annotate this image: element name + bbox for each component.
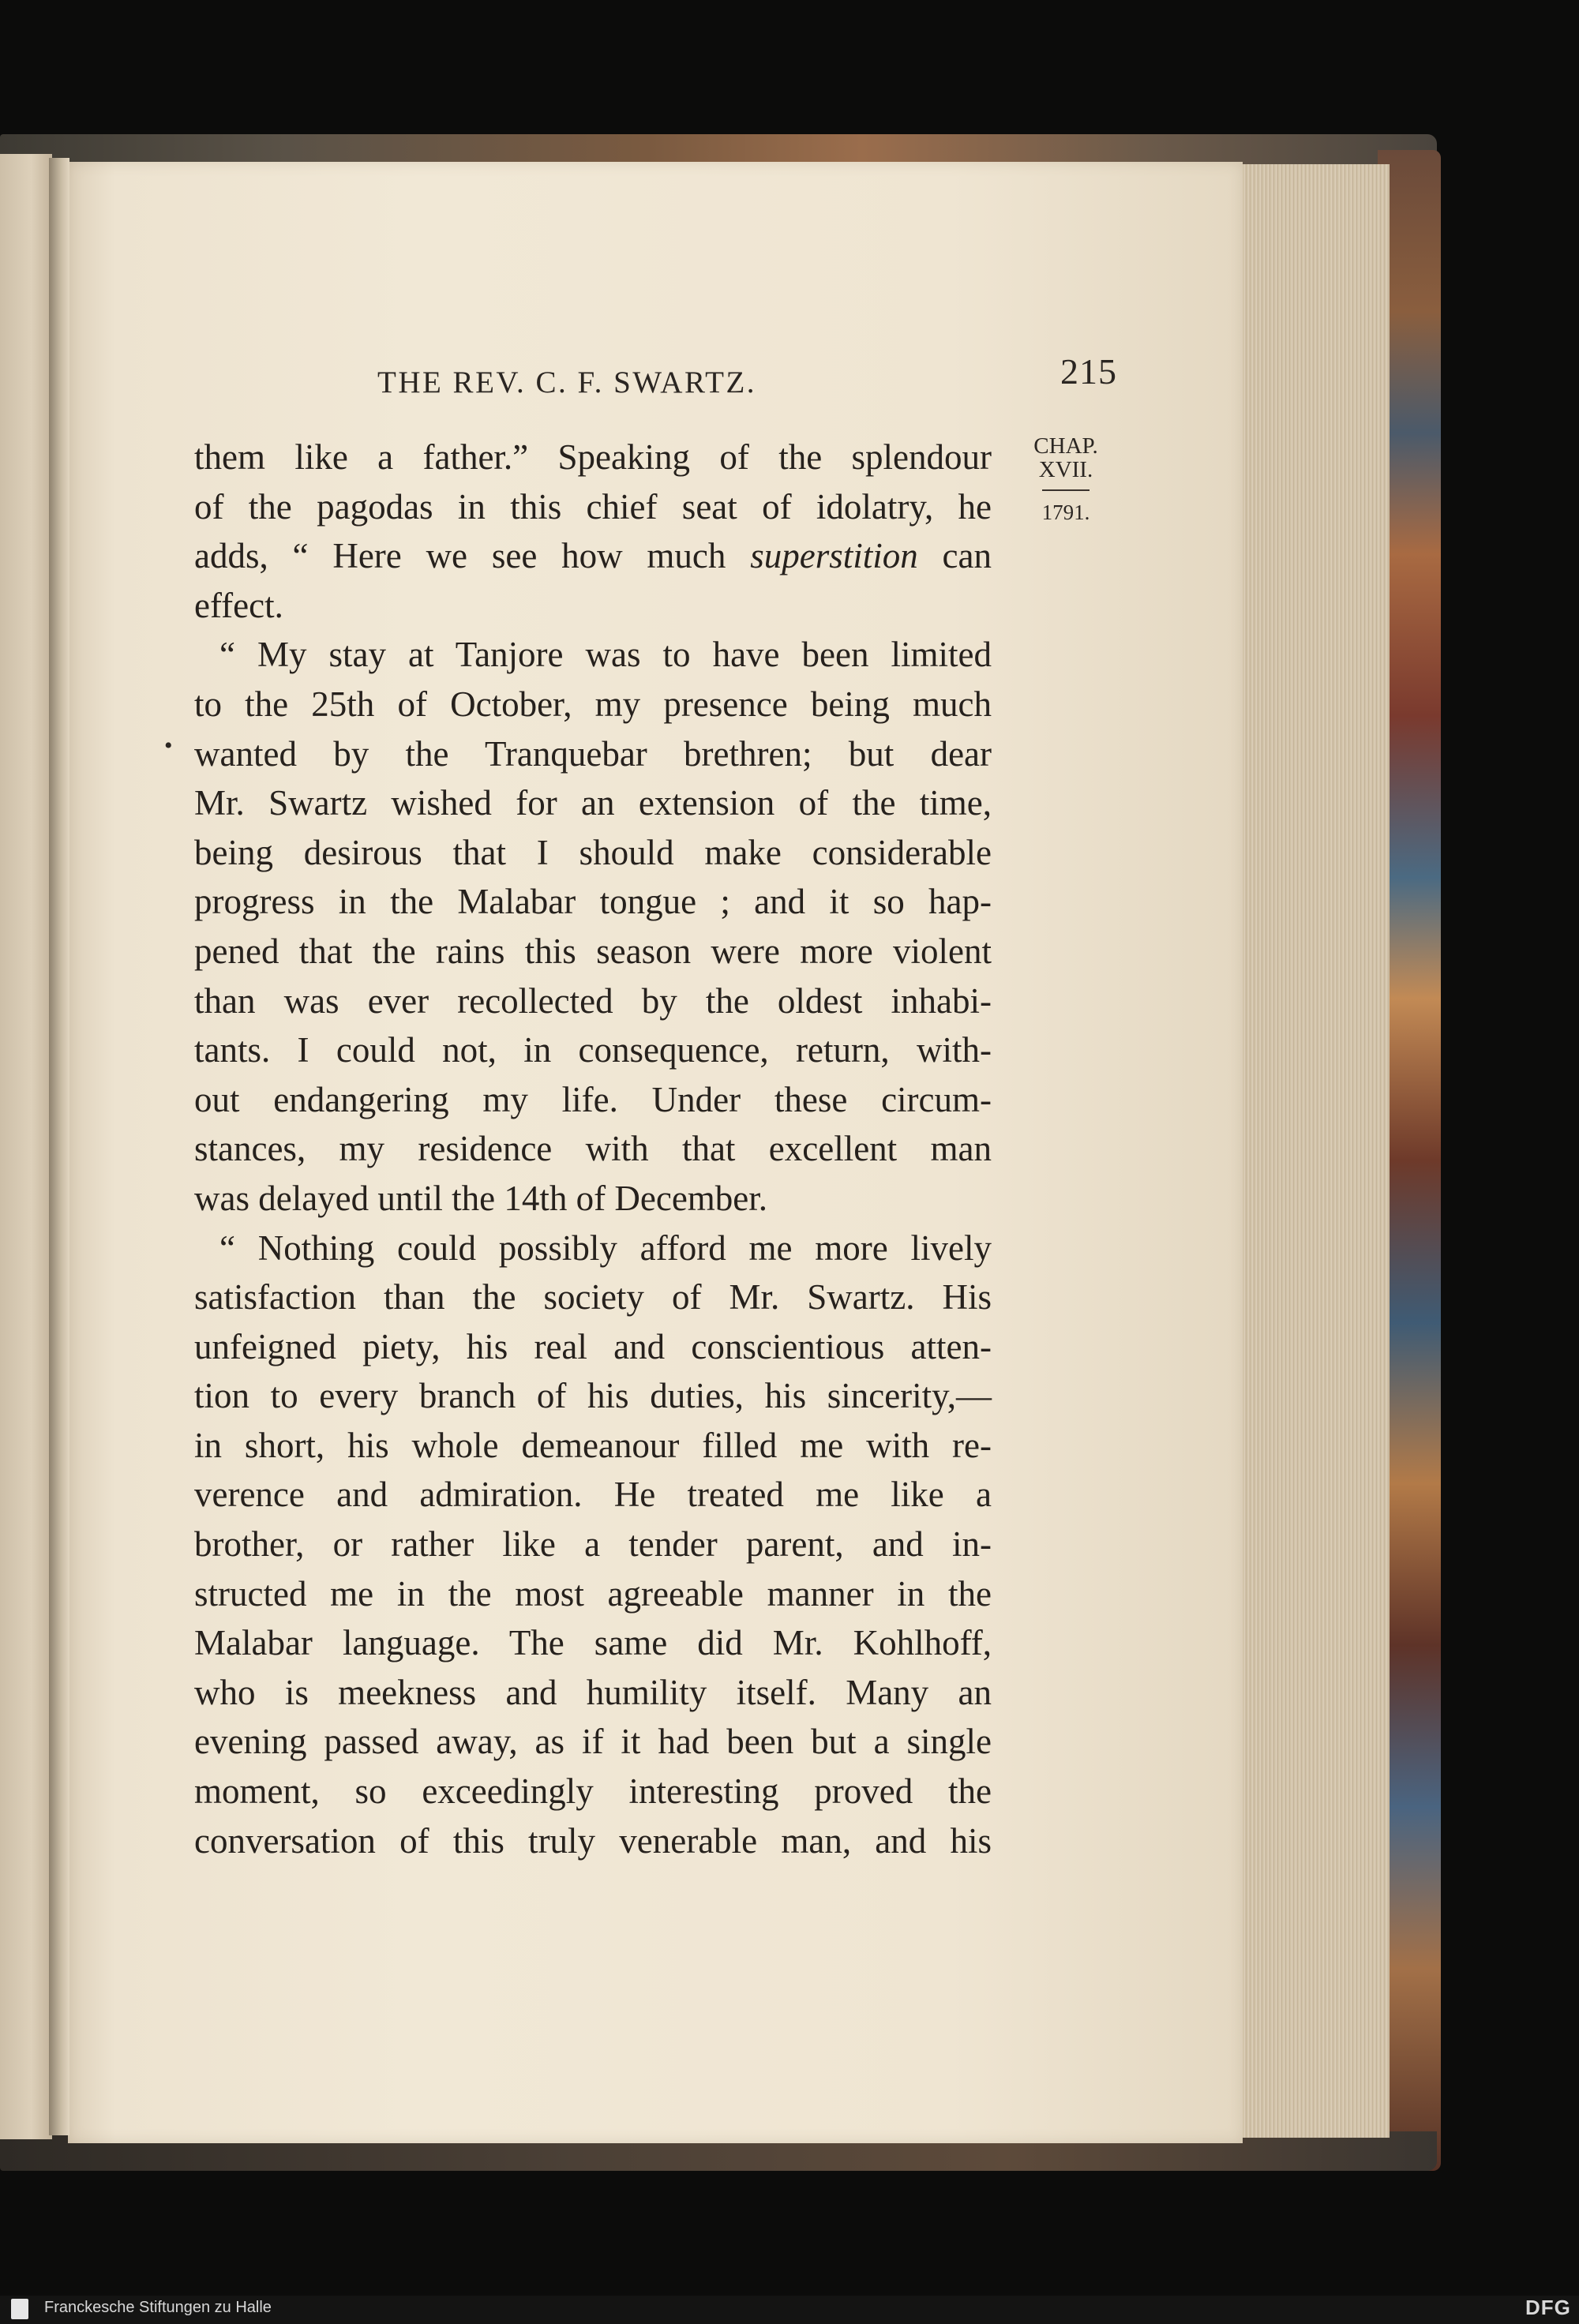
text-line: [194, 1470, 992, 1520]
text-line: [194, 1224, 992, 1273]
text-run: out endangering my life. Under these circum-: [194, 1079, 992, 1119]
text-run: can: [917, 536, 992, 576]
text-line: [194, 877, 992, 927]
text-run: them like a father.” Speaking of the splendour: [194, 437, 992, 477]
fore-edge-pages: [1222, 164, 1390, 2138]
text-line: [194, 1371, 992, 1421]
text-line: [194, 1273, 992, 1322]
text-run: conversation of this truly venerable man, and his: [194, 1820, 992, 1861]
text-line: [194, 1174, 992, 1224]
text-run: Mr. Swartz wished for an extension of the time,: [194, 783, 992, 823]
text-line: [194, 1520, 992, 1569]
text-line: [194, 1322, 992, 1372]
text-run: tants. I could not, in consequence, return, with-: [194, 1030, 992, 1070]
italic-word: superstition: [750, 536, 918, 576]
text-run: effect.: [194, 585, 283, 625]
text-line: [194, 1816, 992, 1866]
footer-credit: Franckesche Stiftungen zu Halle: [44, 2299, 272, 2316]
text-run: who is meekness and humility itself. Many an: [194, 1672, 992, 1712]
text-run: moment, so exceedingly interesting proved the: [194, 1771, 992, 1812]
text-run: to the 25th of October, my presence being much: [194, 684, 992, 724]
text-run: satisfaction than the society of Mr. Swartz. His: [194, 1277, 992, 1318]
gutter-shadow: [49, 158, 69, 2135]
text-run: than was ever recollected by the oldest inhabi-: [194, 980, 992, 1021]
text-line: [194, 581, 992, 631]
text-run: verence and admiration. He treated me like a: [194, 1475, 992, 1515]
text-line: [194, 778, 992, 828]
text-line: [194, 1618, 992, 1668]
margin-year: 1791.: [1041, 500, 1090, 524]
text-line: [194, 1668, 992, 1718]
text-run: structed me in the most agreeable manner in the: [194, 1573, 992, 1614]
margin-note: [1018, 434, 1113, 524]
text-line: [194, 927, 992, 976]
text-line: [194, 630, 992, 680]
body-text: [194, 433, 992, 1865]
text-run: Malabar language. The same did Mr. Kohlhoff,: [194, 1623, 992, 1663]
text-line: [194, 433, 992, 482]
text-line: [194, 531, 992, 581]
text-line: [194, 976, 992, 1026]
margin-chap: CHAP.: [1033, 433, 1098, 459]
text-run: “ Nothing could possibly afford me more lively: [219, 1228, 992, 1268]
text-run: was delayed until the 14th of December.: [194, 1178, 768, 1218]
institution-logo-icon: [11, 2299, 28, 2319]
running-head: THE REV. C. F. SWARTZ.: [377, 365, 757, 399]
text-run: being desirous that I should make considerable: [194, 832, 992, 872]
text-run: brother, or rather like a tender parent, and in-: [194, 1524, 992, 1565]
text-line: [194, 680, 992, 729]
text-line: [194, 729, 992, 779]
stray-mark: •: [164, 733, 173, 759]
text-run: “ My stay at Tanjore was to have been limited: [219, 635, 992, 675]
text-line: [194, 1124, 992, 1174]
text-run: unfeigned piety, his real and conscientious atten-: [194, 1326, 992, 1366]
text-run: of the pagodas in this chief seat of idolatry, he: [194, 486, 992, 527]
text-run: tion to every branch of his duties, his sincerity,—: [194, 1376, 992, 1416]
page-number: 215: [1060, 351, 1117, 392]
margin-rule: [1042, 489, 1090, 491]
text-line: [194, 1569, 992, 1619]
text-run: adds, “ Here we see how much: [194, 536, 751, 576]
text-line: [194, 1717, 992, 1767]
text-line: [194, 1025, 992, 1075]
text-run: in short, his whole demeanour filled me with re-: [194, 1425, 992, 1465]
text-line: [194, 1075, 992, 1125]
text-run: pened that the rains this season were more violent: [194, 931, 992, 971]
text-line: [194, 482, 992, 532]
dfg-mark: DFG: [1525, 2296, 1571, 2319]
margin-chapter-number: XVII.: [1038, 457, 1093, 482]
text-run: progress in the Malabar tongue ; and it so hap-: [194, 882, 992, 922]
text-line: [194, 828, 992, 878]
text-line: [194, 1421, 992, 1471]
text-run: wanted by the Tranquebar brethren; but dear: [194, 733, 992, 774]
text-run: stances, my residence with that excellent man: [194, 1129, 992, 1169]
left-page-edge: [0, 154, 52, 2139]
text-run: evening passed away, as if it had been but a single: [194, 1722, 992, 1762]
text-line: [194, 1767, 992, 1816]
